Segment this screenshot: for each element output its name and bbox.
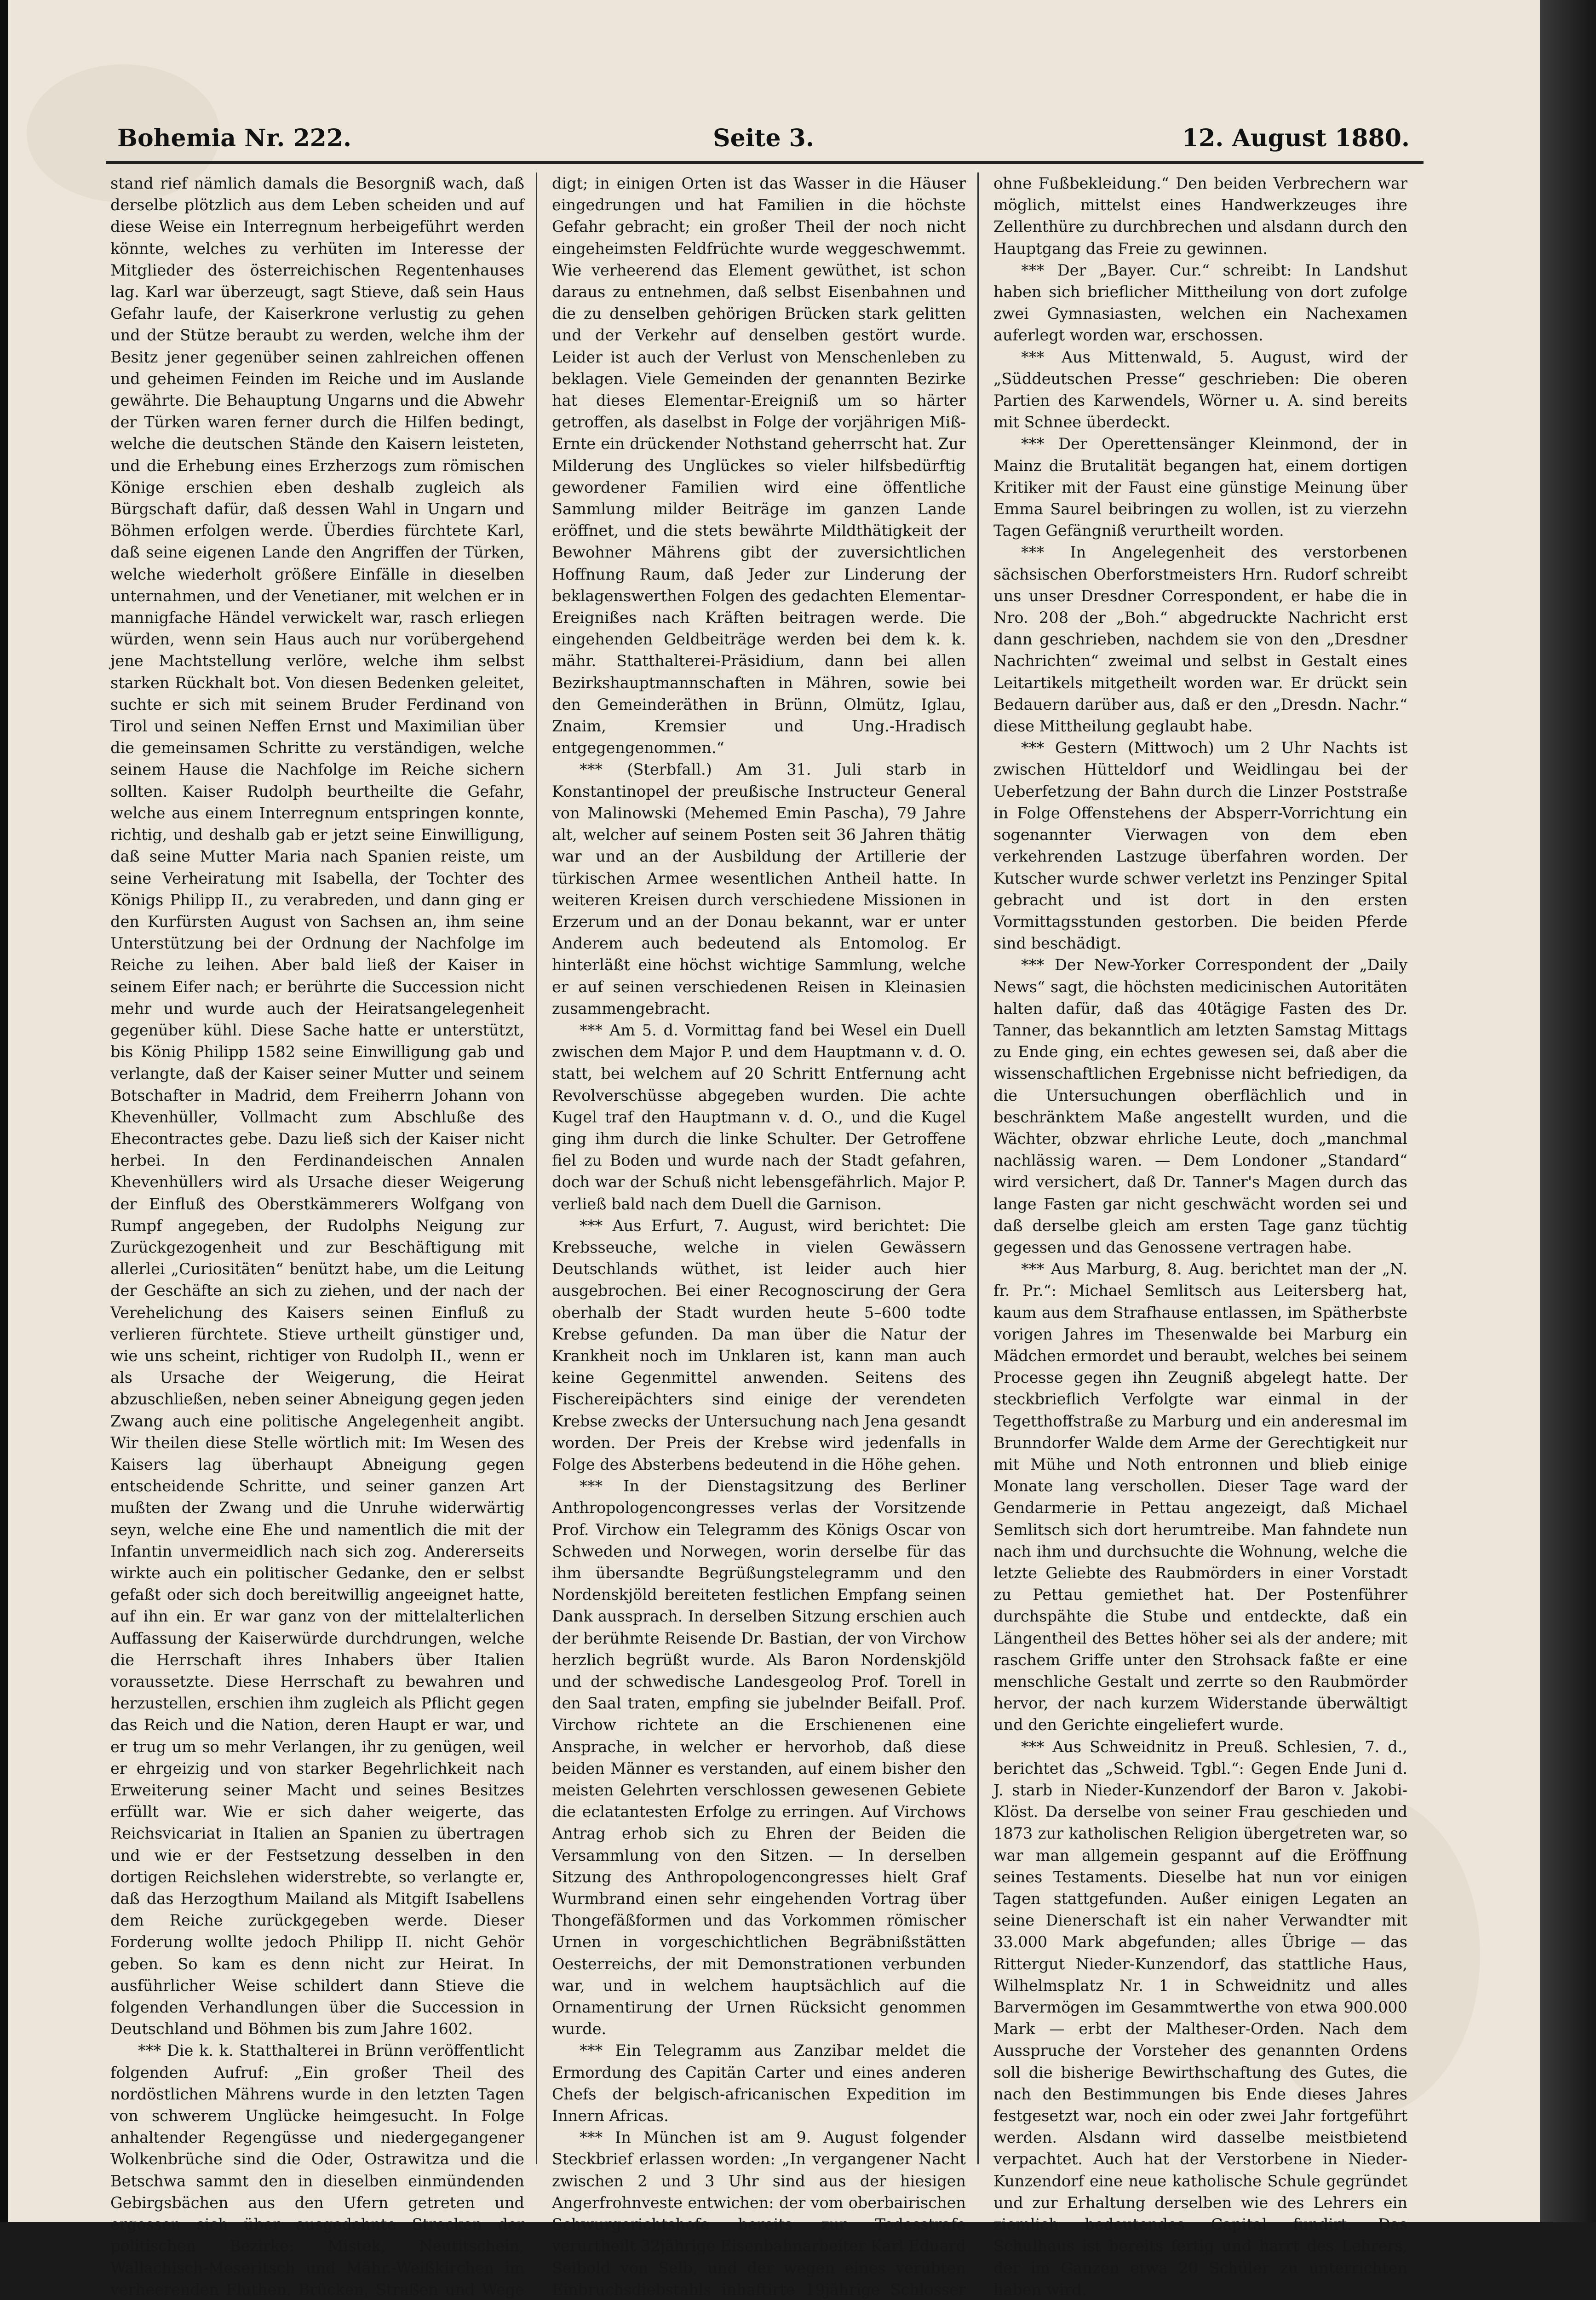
- article-paragraph: *** Der Operettensänger Kleinmond, der in Mainz die Brutalität begangen hat, einem dortigen Kritiker mit der Faust eine günstige Meinung über Emma Saurel beibringen zu wollen, ist zu vierzehn Tagen Gefängniß verurtheilt worden.: [993, 435, 1407, 540]
- text-column-3: [993, 172, 1407, 2299]
- text-column-2: [552, 172, 966, 2299]
- article-paragraph: *** Am 5. d. Vormittag fand bei Wesel ein Duell zwischen dem Major P. und dem Hauptmann v. d. O. statt, bei welchem auf 20 Schritt Entfernung acht Revolverschüsse abgegeben wurden. Die achte Kugel traf den Hauptmann v. d. O., und die Kugel ging ihm durch die linke Schulter. Der Getroffene fiel zu Boden und wurde nach der Stadt gefahren, doch war der Schuß nicht lebensgefährlich. Major P. verließ bald nach dem Duell die Garnison.: [552, 1021, 966, 1213]
- column-divider: [536, 172, 537, 2164]
- article-paragraph: *** In Angelegenheit des verstorbenen sächsischen Oberforstmeisters Hrn. Rudorf schreibt uns unser Dresdner Correspondent, er habe die in Nro. 208 der „Boh.“ abgedruckte Nachricht erst dann geschrieben, nachdem sie von den „Dresdner Nachrichten“ zweimal und selbst in Gestalt eines Leitartikels mitgetheilt worden war. Er drückt sein Bedauern darüber aus, daß er den „Dresdn. Nachr.“ diese Mittheilung geglaubt habe.: [993, 543, 1407, 736]
- article-paragraph: *** Der New-Yorker Correspondent der „Daily News“ sagt, die höchsten medicinischen Autoritäten halten dafür, daß das 40tägige Fasten des Dr. Tanner, das bekanntlich am letzten Samstag Mittags zu Ende ging, ein echtes gewesen sei, daß aber die wissenschaftlichen Ergebnisse nicht befriedigen, da die Untersuchungen oberflächlich und in beschränktem Maße angestellt wurden, und die Wächter, obzwar ehrliche Leute, doch „manchmal nachlässig waren. — Dem Londoner „Standard“ wird versichert, daß Dr. Tanner's Magen durch das lange Fasten gar nicht geschwächt worden sei und daß derselbe gleich am ersten Tage ganz tüchtig gegessen und das Genossene vertragen habe.: [993, 956, 1407, 1256]
- article-paragraph: *** Aus Mittenwald, 5. August, wird der „Süddeutschen Presse“ geschrieben: Die oberen Partien des Karwendels, Wörner u. A. sind bereits mit Schnee überdeckt.: [993, 348, 1407, 431]
- article-paragraph: *** In München ist am 9. August folgender Steckbrief erlassen worden: „In vergangener Nacht zwischen 2 und 3 Uhr sind aus der hiesigen Angerfrohnveste entwichen: der vom oberbairischen Schwurgerichtshofe bereits zur Todesstrafe verurtheilt 32jährige Eisenbahnarbeiter Karl Eduard Seibold von Selb, und der wegen eines verübten Einbruchsdiebstahls inhaftirte 19jährige Schlosser: [552, 2128, 966, 2299]
- page-header: [117, 120, 1410, 156]
- scan-edge-shadow: [1540, 0, 1596, 2222]
- article-paragraph: *** Aus Schweidnitz in Preuß. Schlesien, 7. d., berichtet das „Schweid. Tgbl.“: Gegen Ende Juni d. J. starb in Nieder-Kunzendorf der Baron v. Jakobi-Klöst. Da derselbe von seiner Frau geschieden und 1873 zur katholischen Religion übergetreten war, so war man allgemein gespannt auf die Eröffnung seines Testaments. Dieselbe hat nun vor einigen Tagen stattgefunden. Außer einigen Legaten an seine Dienerschaft ist ein naher Verwandter mit 33.000 Mark abgefunden; alles Übrige — das Rittergut Nieder-Kunzendorf, das stattliche Haus, Wilhelmsplatz Nr. 1 in Schweidnitz und alles Barvermögen im Gesammtwerthe von etwa 900.000 Mark — erbt der Maltheser-Orden. Nach dem Ausspruche der Vorsteher des genannten Ordens soll die bisherige Bewirthschaftung des Gutes, die nach den Bestimmungen bis Ende dieses Jahres festgesetzt war, noch ein oder zwei Jahr fortgeführt werden. Alsdann wird dasselbe meistbietend verpachtet. Auch hat der Verstorbene in Nieder-Kunzendorf eine neue katholische Schule gegründet und zur Erhaltung derselben wie des Lehrers ein ziemlich bedeutendes Capital fundirt. Das Schulhaus ist bereits fertig und harrt des Lehrers, der im Ganzen etwa 20 Schüler zu unterrichten haben wird.: [993, 1737, 1407, 2299]
- article-paragraph: *** (Sterbfall.) Am 31. Juli starb in Konstantinopel der preußische Instructeur General von Malinowski (Mehemed Emin Pascha), 79 Jahre alt, welcher auf seinem Posten seit 36 Jahren thätig war und an der Ausbildung der Artillerie der türkischen Armee wesentlichen Antheil hatte. In weiteren Kreisen durch verschiedene Missionen in Erzerum und an der Donau bekannt, war er unter Anderem auch bedeutend als Entomolog. Er hinterläßt eine höchst wichtige Sammlung, welche er auf seinen verschiedenen Reisen in Kleinasien zusammengebracht.: [552, 760, 966, 1018]
- article-paragraph: *** Aus Erfurt, 7. August, wird berichtet: Die Krebsseuche, welche in vielen Gewässern Deutschlands wüthet, ist leider auch hier ausgebrochen. Bei einer Recognoscirung der Gera oberhalb der Stadt wurden heute 5–600 todte Krebse gefunden. Da man über die Natur der Krankheit noch im Unklaren ist, kann man auch keine Gegenmittel anwenden. Seitens des Fischereipächters sind einige der verendeten Krebse zwecks der Untersuchung nach Jena gesandt worden. Der Preis der Krebse wird jedenfalls in Folge des Absterbens bedeutend in die Höhe gehen.: [552, 1216, 966, 1473]
- header-publication: Bohemia Nr. 222.: [117, 124, 352, 152]
- article-paragraph: ohne Fußbekleidung.“ Den beiden Verbrechern war möglich, mittelst eines Handwerkzeuges ihre Zellenthüre zu durchbrechen und alsdann durch den Hauptgang das Freie zu gewinnen.: [993, 174, 1407, 258]
- header-page-number: Seite 3.: [713, 124, 814, 152]
- article-paragraph: *** Aus Marburg, 8. Aug. berichtet man der „N. fr. Pr.“: Michael Semlitsch aus Leitersberg hat, kaum aus dem Strafhause entlassen, im Spätherbste vorigen Jahres im Thesenwalde bei Marburg ein Mädchen ermordet und beraubt, welches bei seinem Processe gegen ihn Zeugniß abgelegt hatte. Der steckbrieflich Verfolgte war einmal in der Tegetthoffstraße zu Marburg und ein anderesmal im Brunndorfer Walde dem Arme der Gerechtigkeit nur mit Mühe und Noth entronnen und blieb einige Monate lang verschollen. Dieser Tage ward der Gendarmerie in Pettau angezeigt, daß Michael Semlitsch sich dort herumtreibe. Man fahndete nun nach ihm und durchsuchte die Wohnung, welche die letzte Geliebte des Raubmörders in einer Vorstadt zu Pettau gemiethet hat. Der Postenführer durchspähte die Stube und entdeckte, daß ein Längentheil des Bettes höher sei als der andere; mit raschem Griffe unter den Strohsack faßte er eine menschliche Gestalt und zerrte so den Raubmörder hervor, der nach kurzem Widerstande überwältigt und den Gerichte eingeliefert wurde.: [993, 1260, 1407, 1734]
- article-paragraph: *** Der „Bayer. Cur.“ schreibt: In Landshut haben sich brieflicher Mittheilung von dort zufolge zwei Gymnasiasten, welchen ein Nachexamen auferlegt worden war, erschossen.: [993, 261, 1407, 345]
- article-paragraph: *** Gestern (Mittwoch) um 2 Uhr Nachts ist zwischen Hütteldorf und Weidlingau bei der Ueberfetzung der Bahn durch die Linzer Poststraße in Folge Offenstehens der Absperr-Vorrichtung ein sogenannter Vierwagen von dem eben verkehrenden Lastzuge überfahren worden. Der Kutscher wurde schwer verletzt ins Penzinger Spital gebracht und ist dort in den ersten Vormittagsstunden gestorben. Die beiden Pferde sind beschädigt.: [993, 739, 1407, 953]
- header-rule: [106, 161, 1424, 164]
- text-column-1: [110, 172, 524, 2299]
- article-paragraph: *** Ein Telegramm aus Zanzibar meldet die Ermordung des Capitän Carter und eines anderen Chefs der belgisch-africanischen Expedition im Innern Africas.: [552, 2041, 966, 2125]
- column-divider: [977, 172, 979, 2164]
- book-spine-shadow: [0, 0, 8, 2222]
- article-paragraph: *** Die k. k. Statthalterei in Brünn veröffentlicht folgenden Aufruf: „Ein großer Theil des nordöstlichen Mährens wurde in den letzten Tagen von schwerem Unglücke heimgesucht. In Folge anhaltender Regengüsse und niedergegangener Wolkenbrüche sind die Oder, Ostrawitza und die Betschwa sammt den in dieselben einmündenden Gebirgsbächen aus den Ufern getreten und ergossen sich über ausgedehnte Strecken der politischen Bezirke: Mistek, Neutitschein, Wallachisch-Meseritsch und Mähr.-Weißkirchen im verheerenden Fluthen. Brücken, Straßen und Wege: [110, 2041, 524, 2299]
- header-date: 12. August 1880.: [1182, 124, 1410, 152]
- article-paragraph: digt; in einigen Orten ist das Wasser in die Häuser eingedrungen und hat Familien in die höchste Gefahr gebracht; ein großer Theil der noch nicht eingeheimsten Feldfrüchte wurde weggeschwemmt. Wie verheerend das Element gewüthet, ist schon daraus zu entnehmen, daß selbst Eisenbahnen und die zu denselben gehörigen Brücken stark gelitten und der Verkehr auf denselben gestört wurde. Leider ist auch der Verlust von Menschenleben zu beklagen. Viele Gemeinden der genannten Bezirke hat dieses Elementar-Ereigniß um so härter getroffen, als daselbst in Folge der vorjährigen Miß-Ernte ein drückender Nothstand geherrscht hat. Zur Milderung des Unglückes so vieler hilfsbedürftig gewordener Familien wird eine öffentliche Sammlung milder Beiträge im ganzen Lande eröffnet, und die stets bewährte Mildthätigkeit der Bewohner Mährens gibt der zuversichtlichen Hoffnung Raum, daß Jeder zur Linderung der beklagenswerthen Folgen des gedachten Elementar-Ereignißes nach Kräften beitragen werde. Die eingehenden Geldbeiträge werden bei dem k. k. mähr. Statthalterei-Präsidium, dann bei allen Bezirkshauptmannschaften in Mähren, sowie bei den Gemeinderäthen in Brünn, Olmütz, Iglau, Znaim, Kremsier und Ung.-Hradisch entgegengenommen.“: [552, 174, 966, 757]
- article-paragraph: *** In der Dienstagsitzung des Berliner Anthropologencongresses verlas der Vorsitzende Prof. Virchow ein Telegramm des Königs Oscar von Schweden und Norwegen, worin derselbe für das ihm übersandte Begrüßungstelegramm und den Nordenskjöld bereiteten festlichen Empfang seinen Dank aussprach. In derselben Sitzung erschien auch der berühmte Reisende Dr. Bastian, der von Virchow herzlich begrüßt wurde. Als Baron Nordenskjöld und der schwedische Landesgeolog Prof. Torell in den Saal traten, empfing sie jubelnder Beifall. Prof. Virchow richtete an die Erschienenen eine Ansprache, in welcher er hervorhob, daß diese beiden Männer es verstanden, auf einem bisher den meisten Gelehrten verschlossen gewesenen Gebiete die eclatantesten Erfolge zu erringen. Auf Virchows Antrag erhob sich zu Ehren der Beiden die Versammlung von den Sitzen. — In derselben Sitzung des Anthropologencongresses hielt Graf Wurmbrand einen sehr eingehenden Vortrag über Thongefäßformen und das Vorkommen römischer Urnen in vorgeschichtlichen Begräbnißstätten Oesterreichs, der mit Demonstrationen verbunden war, und in welchem hauptsächlich auf die Ornamentirung der Urnen Rücksicht genommen wurde.: [552, 1477, 966, 2038]
- article-paragraph: stand rief nämlich damals die Besorgniß wach, daß derselbe plötzlich aus dem Leben scheiden und auf diese Weise ein Interregnum herbeigeführt werden könnte, welches zu verhüten im Interesse der Mitglieder des österreichischen Regentenhauses lag. Karl war überzeugt, sagt Stieve, daß sein Haus Gefahr laufe, der Kaiserkrone verlustig zu gehen und der Stütze beraubt zu werden, welche ihm der Besitz jener gegenüber seinen zahlreichen offenen und geheimen Feinden im Reiche und im Auslande gewährte. Die Behauptung Ungarns und die Abwehr der Türken waren ferner durch die Hilfen bedingt, welche die deutschen Stände den Kaisern leisteten, und die Erhebung eines Erzherzogs zum römischen Könige erschien eben deshalb zugleich als Bürgschaft dafür, daß dessen Wahl in Ungarn und Böhmen erfolgen werde. Überdies fürchtete Karl, daß seine eigenen Lande den Angriffen der Türken, welche wiederholt größere Einfälle in dieselben unternahmen, und der Venetianer, mit welchen er in mannigfache Händel verwickelt war, rasch erliegen würden, wenn sein Haus auch nur vorübergehend jene Machtstellung verlöre, welche ihm selbst starken Rückhalt bot. Von diesen Bedenken geleitet, suchte er sich mit seinem Bruder Ferdinand von Tirol und seinen Neffen Ernst und Maximilian über die gemeinsamen Schritte zu verständigen, welche seinem Hause die Nachfolge im Reiche sichern sollten. Kaiser Rudolph beurtheilte die Gefahr, welche aus einem Interregnum entspringen konnte, richtig, und deshalb gab er jetzt seine Einwilligung, daß seine Mutter Maria nach Spanien reiste, um seine Verheiratung mit Isabella, der Tochter des Königs Philipp II., zu verabreden, und dann ging er den Kurfürsten August von Sachsen an, ihm seine Unterstützung bei der Ordnung der Nachfolge im Reiche zu leihen. Aber bald ließ der Kaiser in seinem Eifer nach; er berührte die Succession nicht mehr und wurde auch der Heiratsangelegenheit gegenüber kühl. Diese Sache hatte er unterstützt, bis König Philipp 1582 seine Einwilligung gab und verlangte, daß der Kaiser seiner Mutter und seinem Botschafter in Madrid, dem Freiherrn Johann von Khevenhüller, Vollmacht zum Abschluße des Ehecontractes gebe. Dazu ließ sich der Kaiser nicht herbei. In den Ferdinandeischen Annalen Khevenhüllers wird als Ursache dieser Weigerung der Einfluß des Oberstkämmerers Wolfgang von Rumpf angegeben, der Rudolphs Neigung zur Zurückgezogenheit und zur Beschäftigung mit allerlei „Curiositäten“ benützt habe, um die Leitung der Geschäfte an sich zu ziehen, und der nach der Verehelichung des Kaisers seinen Einfluß zu verlieren fürchtete. Stieve urtheilt günstiger und, wie uns scheint, richtiger von Rudolph II., wenn er als Ursache der Weigerung, die Heirat abzuschließen, neben seiner Abneigung gegen jeden Zwang auch eine politische Angelegenheit angibt. Wir theilen diese Stelle wörtlich mit: Im Wesen des Kaisers lag überhaupt Abneigung gegen entscheidende Schritte, und seiner ganzen Art mußten der Zwang und die Unruhe widerwärtig seyn, welche eine Ehe und namentlich die mit der Infantin unvermeidlich nach sich zog. Andererseits wirkte auch ein politischer Gedanke, den er selbst gefaßt oder sich doch bereitwillig angeeignet hatte, auf ihn ein. Er war ganz von der mittelalterlichen Auffassung der Kaiserwürde durchdrungen, welche die Herrschaft ihres Inhabers über Italien voraussetzte. Diese Herrschaft zu bewahren und herzustellen, erschien ihm zugleich als Pflicht gegen das Reich und die Nation, deren Haupt er war, und er trug um so mehr Verlangen, ihr zu genügen, weil er ehrgeizig und von starker Begehrlichkeit nach Erweiterung seiner Macht und seines Besitzes erfüllt war. Wie er sich daher weigerte, das Reichsvicariat in Italien an Spanien zu übertragen und wie er der Festsetzung desselben in den dortigen Reichslehen widerstrebte, so verlangte er, daß das Herzogthum Mailand als Mitgift Isabellens dem Reiche zurückgegeben werde. Dieser Forderung wollte jedoch Philipp II. nicht Gehör geben. So kam es denn nicht zur Heirat. In ausführlicher Weise schildert dann Stieve die folgenden Verhandlungen über die Succession in Deutschland und Böhmen bis zum Jahre 1602.: [110, 174, 524, 2038]
